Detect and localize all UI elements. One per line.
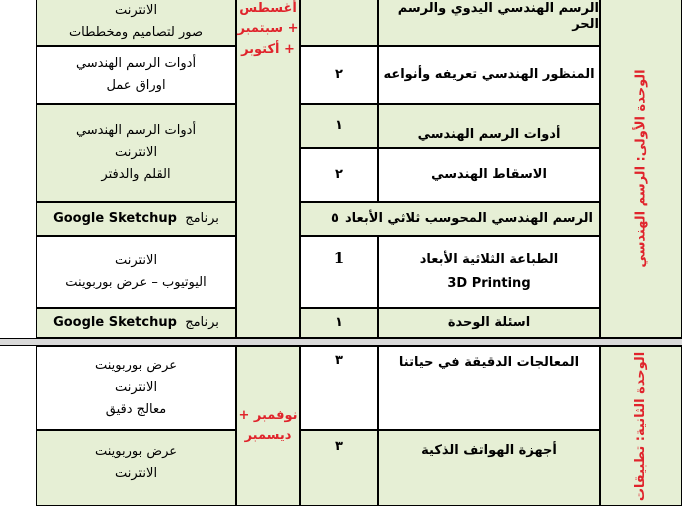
resources-cell (36, 46, 236, 104)
resource-item: الانترنت (114, 252, 158, 268)
resource-item: الانترنت (114, 2, 158, 18)
num-text: ٢ (335, 166, 343, 182)
resource-item: أدوات الرسم الهندسي (75, 55, 197, 71)
program-prefix: برنامج (185, 314, 219, 330)
months-cell-2 (236, 346, 300, 506)
month-1: أغسطس (239, 1, 297, 16)
topic-text: أجهزة الهواتف الذكية (421, 443, 557, 458)
topic-cell (300, 202, 600, 236)
resources-cell (36, 236, 236, 308)
topic-text: الطباعة الثلاثية الأبعاد (419, 251, 559, 267)
resource-item: أدوات الرسم الهندسي (75, 122, 197, 138)
resources-cell (36, 202, 236, 236)
month-5: ديسمبر (244, 428, 292, 443)
topic-text: اسئلة الوحدة (447, 314, 531, 330)
num-cell (300, 430, 378, 506)
unit-1-label-cell (600, 0, 682, 338)
topic-cell (378, 236, 600, 308)
num-text: ٥ (331, 210, 339, 226)
topic-text: أدوات الرسم الهندسي (417, 126, 561, 142)
num-text: 1 (333, 249, 345, 267)
resources-cell (36, 104, 236, 202)
num-cell (300, 236, 378, 308)
topic-cell (378, 104, 600, 148)
topic-text-line2: 3D Printing (447, 276, 531, 291)
program-prefix: برنامج (185, 210, 219, 226)
resource-item: القلم والدفتر (101, 167, 171, 183)
topic-text: المنظور الهندسي تعريفه وأنواعه (383, 66, 595, 82)
resource-item: الانترنت (114, 144, 158, 160)
num-cell (300, 308, 378, 338)
unit-2-label: الوحدة الثانية: تطبيقات (633, 351, 649, 501)
resource-item: اليوتيوب – عرض بوربوينت (65, 275, 207, 290)
topic-cell (378, 430, 600, 506)
num-text: ١ (335, 117, 343, 133)
unit-separator (0, 338, 682, 346)
resources-cell (36, 0, 236, 46)
num-cell (300, 346, 378, 430)
month-2: + سبتمبر (237, 21, 299, 37)
topic-cell (378, 346, 600, 430)
num-text: ٢ (335, 66, 343, 82)
resource-item: الانترنت (114, 466, 158, 482)
resources-cell (36, 430, 236, 506)
num-text: ٣ (335, 439, 343, 454)
topic-text: المعالجات الدقيقة في حياتنا (398, 355, 580, 370)
resource-item: معالج دقيق (105, 402, 167, 418)
num-cell (300, 104, 378, 148)
topic-text: الرسم الهندسي المحوسب ثلاثي الأبعاد (345, 210, 593, 226)
resource-item: الانترنت (114, 379, 158, 395)
resource-item: عرض بوربوينت (94, 357, 178, 373)
program-name: Google Sketchup (53, 314, 177, 330)
num-cell (300, 0, 378, 46)
resource-item: عرض بوربوينت (94, 444, 178, 459)
resource-item: اوراق عمل (106, 78, 166, 93)
num-text: ٣ (335, 353, 343, 368)
program-name: Google Sketchup (53, 210, 177, 226)
months-cell-1 (236, 0, 300, 338)
resource-item: صور لتصاميم ومخططات (68, 25, 204, 40)
month-4: نوفمبر + (238, 407, 298, 423)
num-text: ١ (335, 314, 343, 330)
unit-2-label-cell (600, 346, 682, 506)
topic-text: الاسقاط الهندسي (431, 166, 547, 182)
unit-1-label: الوحدة الأولى: الرسم الهندسي (633, 68, 649, 268)
topic-cell (378, 46, 600, 104)
month-3: + أكتوبر (241, 41, 295, 57)
num-cell (300, 46, 378, 104)
resources-cell (36, 308, 236, 338)
topic-cell (378, 148, 600, 202)
topic-cell (378, 0, 600, 46)
topic-cell (378, 308, 600, 338)
num-cell (300, 148, 378, 202)
resources-cell (36, 346, 236, 430)
topic-text: الرسم الهندسي اليدوي والرسم الحر (397, 1, 599, 33)
